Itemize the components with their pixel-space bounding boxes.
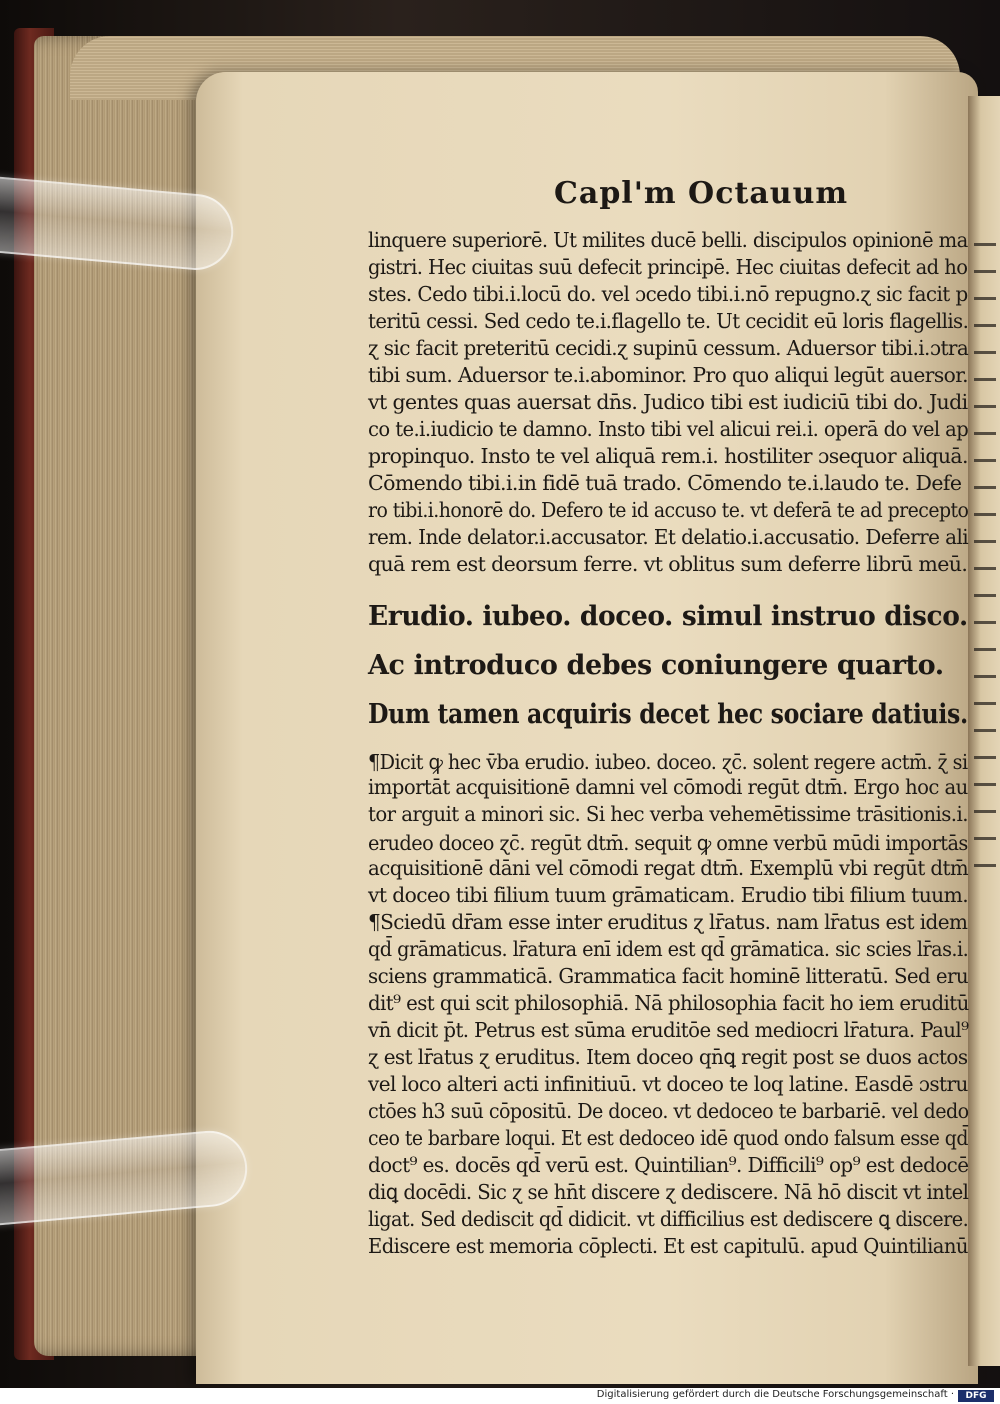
commentary-line-12: ɀ est lr̄atus ɀ eruditus. Item doceo qn̄ꝗ regit post se duos actos xyxy=(368,1045,968,1069)
text-line-13: quā rem est deorsum ferre. vt oblitus sum deferre librū meū. xyxy=(368,552,968,576)
text-line-6: tibi sum. Aduersor te.i.abominor. Pro quo aliqui legūt auersor. xyxy=(368,363,968,387)
facing-page-text-fragments xyxy=(974,230,1000,1130)
funding-credit: Digitalisierung gefördert durch die Deutsche Forschungsgemeinschaft · xyxy=(596,1389,954,1400)
text-line-1: linquere superiorē. Ut milites ducē belli. discipulos opinionē ma xyxy=(368,228,968,252)
commentary-line-15: ceo te barbare loqui. Et est dedoceo idē quod ondo falsum esse qd̄ xyxy=(368,1126,968,1150)
commentary-line-8: qd̄ grāmaticus. lr̄atura enī idem est qd̄ grāmatica. sic scies lr̄as.i. xyxy=(368,937,969,961)
dfg-logo-icon: DFG xyxy=(958,1390,994,1402)
running-head: Capl'm Octauum xyxy=(554,176,849,211)
commentary-line-5: acquisitionē dāni vel cōmodi regat dtm̄. Exemplū vbi regūt dtm̄ xyxy=(368,856,969,880)
verse-line-1: Erudio. iubeo. doceo. simul instruo disco. xyxy=(368,601,968,632)
text-line-12: rem. Inde delator.i.accusator. Et delatio.i.accusatio. Deferre ali xyxy=(368,525,969,549)
commentary-line-3: tor arguit a minori sic. Si hec verba vehemētissime trāsitionis.i. xyxy=(368,802,968,826)
text-line-9: propinquo. Insto te vel aliquā rem.i. hostiliter ɔsequor aliquā. xyxy=(368,444,968,468)
text-line-3: stes. Cedo tibi.i.locū do. vel ɔcedo tibi.i.nō repugno.ɀ sic facit p xyxy=(368,282,968,306)
text-line-10: Cōmendo tibi.i.in fidē tuā trado. Cōmendo te.i.laudo te. Defe xyxy=(368,471,962,495)
text-line-7: vt gentes quas auersat dn̄s. Judico tibi est iudiciū tibi do. Judi xyxy=(368,390,968,414)
text-line-8: co te.i.iudicio te damno. Insto tibi vel alicui rei.i. operā do vel ap xyxy=(368,417,969,441)
commentary-line-7: ¶Sciedū dr̄am esse inter eruditus ɀ lr̄atus. nam lr̄atus est idem xyxy=(368,910,968,934)
commentary-line-9: sciens grammaticā. Grammatica facit hominē litteratū. Sed eru xyxy=(368,964,969,988)
text-line-4: teritū cessi. Sed cedo te.i.flagello te. Ut cecidit eū loris flagellis. xyxy=(368,309,969,333)
commentary-line-1: ¶Dicit ꝙ hec v̄ba erudio. iubeo. doceo. ɀc̄. solent regere actm̄. ɀ̄ si xyxy=(368,750,968,774)
commentary-line-2: importāt acquisitionē damni vel cōmodi regūt dtm̄. Ergo hoc au xyxy=(368,775,968,799)
commentary-line-10: dit⁹ est qui scit philosophiā. Nā philosophia facit ho iem eruditū xyxy=(368,991,969,1015)
verse-line-3: Dum tamen acquiris decet hec sociare datiuis. xyxy=(368,699,968,730)
digitization-footer xyxy=(0,1388,1000,1404)
commentary-line-4: erudeo doceo ɀc̄. regūt dtm̄. sequit ꝙ omne verbū mūdi importās xyxy=(368,831,968,855)
commentary-line-16: doct⁹ es. docēs qd̄ verū est. Quintilian⁹. Difficili⁹ op⁹ est dedocē xyxy=(368,1153,969,1177)
text-line-2: gistri. Hec ciuitas suū defecit principē. Hec ciuitas defecit ad ho xyxy=(368,255,968,279)
commentary-line-6: vt doceo tibi filium tuum grāmaticam. Erudio tibi filium tuum. xyxy=(368,883,969,907)
commentary-line-19: Ediscere est memoria cōplecti. Et est capitulū. apud Quintilianū xyxy=(368,1234,968,1258)
verse-line-2: Ac introduco debes coniungere quarto. xyxy=(368,650,944,681)
commentary-line-13: vel loco alteri acti infinitiuū. vt doceo te loq latine. Easdē ɔstru xyxy=(368,1072,968,1096)
commentary-line-11: vn̄ dicit p̄t. Petrus est sūma eruditōe sed medіocri lr̄atura. Paul⁹ xyxy=(368,1018,969,1042)
text-line-5: ɀ sic facit preteritū cecidi.ɀ supinū cessum. Aduersor tibi.i.ɔtra xyxy=(368,336,969,360)
commentary-line-17: diꝗ docēdi. Sic ɀ se hn̄t discere ɀ dediscere. Nā hō discit vt intel xyxy=(368,1180,969,1204)
commentary-line-14: ctōes h3 suū cōpositū. De doceo. vt dedoceo te barbariē. vel dedo xyxy=(368,1099,969,1123)
commentary-line-18: ligat. Sed dediscit qd̄ didicit. vt difficilius est dediscere ꝗ discere. xyxy=(368,1207,969,1231)
text-line-11: ro tibi.i.honorē do. Defero te id accuso te. vt deferā te ad precepto xyxy=(368,498,969,522)
